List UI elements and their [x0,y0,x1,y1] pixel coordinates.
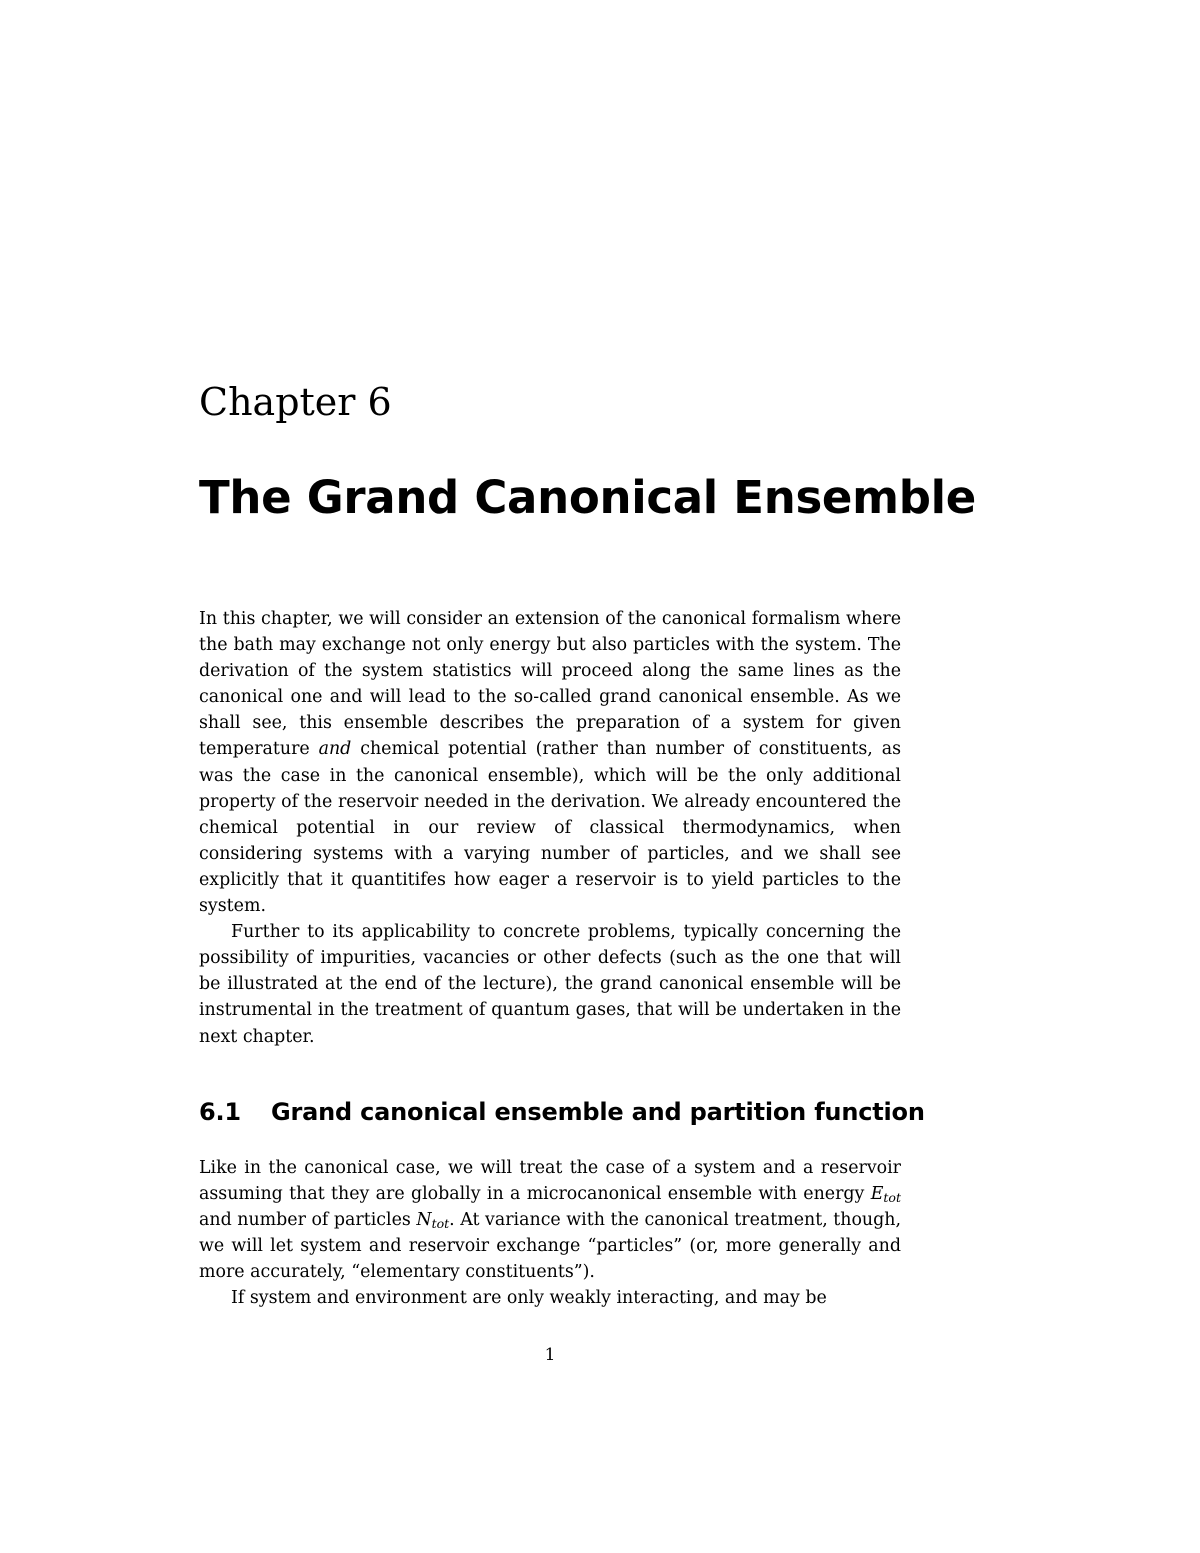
section-title: Grand canonical ensemble and partition function [271,1098,925,1126]
particle-number-symbol: N [416,1210,432,1231]
section-p1-text-b: and number of particles [199,1210,417,1231]
section-heading [199,1100,925,1124]
section-paragraph-2: If system and environment are only weakly interacting, and may be [231,1288,827,1309]
intro-p1-text-a: In this chapter, we will consider an extension of the canonical formalism where the bath may exchange not only energy but also particles with the system. The derivation of the system statistics will proceed along the same lines as the canonical one and will lead to the so-called grand canonical ensemble. As we shall see, this ensemble describes the preparation of a system for given temperature [199,609,901,760]
chapter-label: Chapter 6 [199,380,392,424]
section-p1-text-c: . At variance with the canonical treatment, though, we will let system and reservoir exchange “particles” (or, more generally and more accurately, “elementary constituents”). [199,1210,901,1283]
energy-subscript: tot [883,1190,901,1206]
intro-paragraph-1 [199,606,901,919]
section-number: 6.1 [199,1098,241,1126]
section-p1-text-a: Like in the canonical case, we will treat the case of a system and a reservoir assuming that they are globally in a microcanonical ensemble with energy [199,1158,901,1205]
intro-text [199,606,901,1050]
energy-symbol: E [870,1184,884,1205]
chapter-title: The Grand Canonical Ensemble [199,471,976,524]
intro-paragraph-2: Further to its applicability to concrete problems, typically concerning the possibility of impurities, vacancies or other defects (such as the one that will be illustrated at the end of the lecture), the grand canonical ensemble will be instrumental in the treatment of quantum gases, that will be undertaken in the next chapter. [199,922,901,1047]
page-number: 1 [544,1345,556,1365]
intro-p1-text-b: chemical potential (rather than number of constituents, as was the case in the canonical ensemble), which will be the only additional property of the reservoir needed in the derivation. We already encountered the chemical potential in our review of classical thermodynamics, when considering systems with a varying number of particles, and we shall see explicitly that it quantitifes how eager a reservoir is to yield particles to the system. [199,739,902,917]
section-paragraph-1 [199,1155,901,1285]
particle-number-subscript: tot [431,1216,450,1232]
intro-p1-emphasis: and [318,739,352,760]
section-body [199,1155,901,1312]
